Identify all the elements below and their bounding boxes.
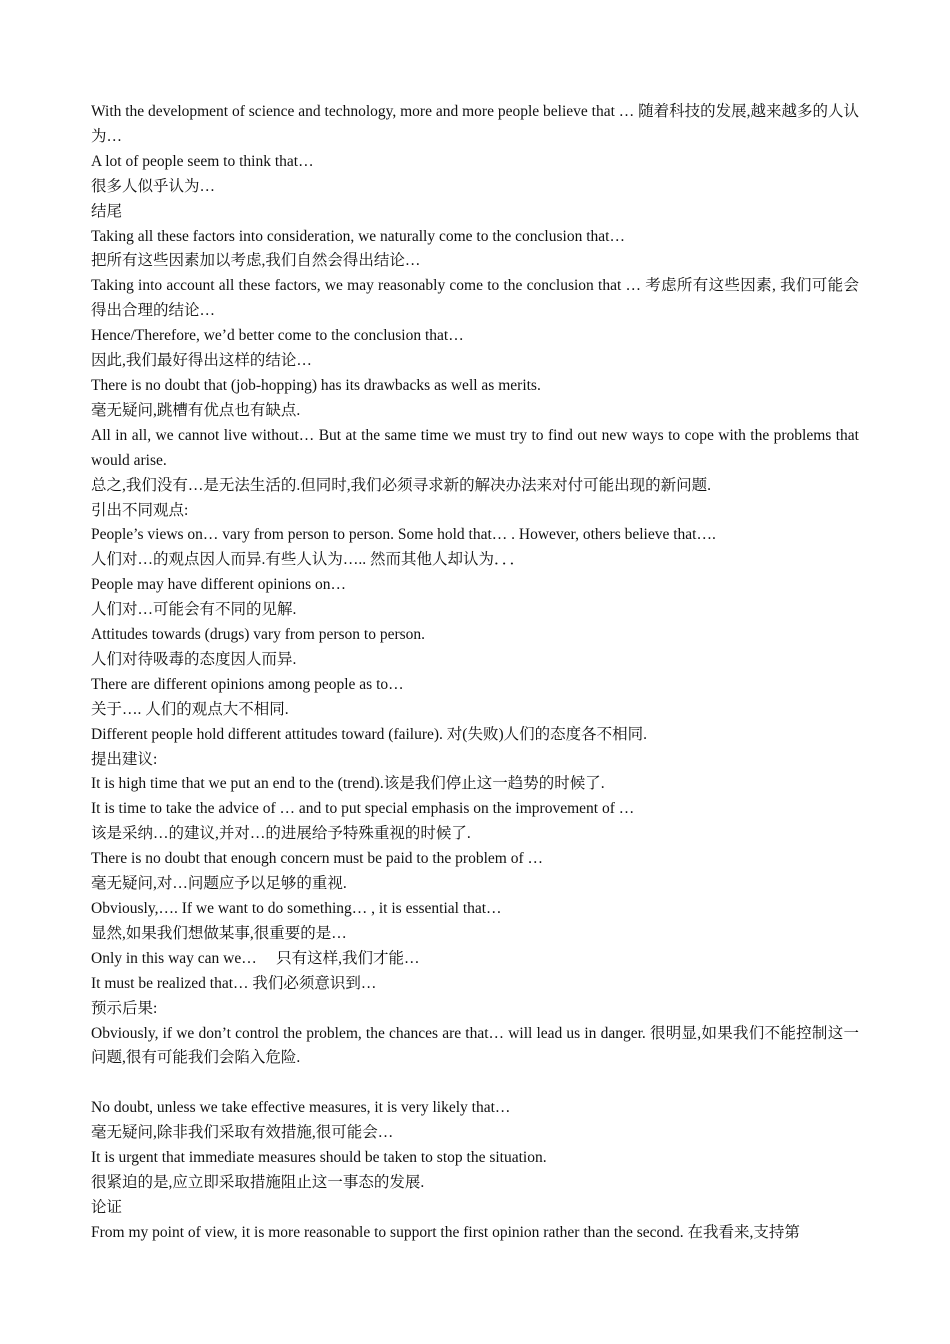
- text-line: 人们对…可能会有不同的见解.: [91, 601, 297, 619]
- text-line: It is urgent that immediate measures should be taken to stop the situation.: [91, 1149, 547, 1167]
- text-line: It is high time that we put an end to the (trend).该是我们停止这一趋势的时候了.: [91, 775, 605, 793]
- text-line: Taking into account all these factors, we may reasonably come to the conclusion that … 考虑所有这些因素, 我们可能会得出合理的结论…: [91, 277, 859, 320]
- text-line: Attitudes towards (drugs) vary from person to person.: [91, 626, 426, 644]
- section-heading: 提出建议:: [91, 750, 158, 768]
- text-line: People may have different opinions on…: [91, 576, 346, 594]
- text-line: 总之,我们没有…是无法生活的.但同时,我们必须寻求新的解决办法来对付可能出现的新问题.: [91, 476, 712, 494]
- text-line: Hence/Therefore, we’d better come to the conclusion that…: [91, 327, 464, 345]
- text-line: 毫无疑问,除非我们采取有效措施,很可能会…: [91, 1124, 394, 1142]
- text-line: It is time to take the advice of … and to put special emphasis on the improvement of …: [91, 800, 635, 818]
- text-line: 很多人似乎认为…: [91, 177, 216, 195]
- text-line: From my point of view, it is more reasonable to support the first opinion rather than the second. 在我看来,支持第: [91, 1223, 800, 1241]
- text-line: 很紧迫的是,应立即采取措施阻止这一事态的发展.: [91, 1173, 425, 1191]
- text-line: 人们对待吸毒的态度因人而异.: [91, 650, 297, 668]
- text-line: People’s views on… vary from person to person. Some hold that… . However, others believe that….: [91, 526, 716, 544]
- document-body: [91, 100, 859, 1246]
- text-line: Only in this way can we… 只有这样,我们才能…: [91, 949, 420, 967]
- text-line: 毫无疑问,跳槽有优点也有缺点.: [91, 401, 301, 419]
- text-line: 该是采纳…的建议,并对…的进展给予特殊重视的时候了.: [91, 825, 471, 843]
- section-heading: 预示后果:: [91, 999, 158, 1017]
- text-line: 人们对…的观点因人而异.有些人认为….. 然而其他人却认为．．．: [91, 551, 526, 569]
- text-line: There is no doubt that enough concern must be paid to the problem of …: [91, 850, 543, 868]
- text-line: With the development of science and technology, more and more people believe that … 随着科技的发展,越来越多的人认为…: [91, 103, 860, 145]
- text-line: 显然,如果我们想做某事,很重要的是…: [91, 924, 347, 942]
- section-heading: 引出不同观点:: [91, 501, 189, 519]
- section-heading: 结尾: [91, 202, 123, 220]
- text-line: Obviously, if we don’t control the problem, the chances are that… will lead us in danger. 很明显,如果我们不能控制这一问题,很有可能我们会陷入危险.: [91, 1024, 859, 1067]
- text-line: 关于…. 人们的观点大不相同.: [91, 700, 289, 718]
- text-line: Taking all these factors into consideration, we naturally come to the conclusion that…: [91, 227, 625, 245]
- text-line: 毫无疑问,对…问题应予以足够的重视.: [91, 875, 347, 893]
- text-line: Obviously,…. If we want to do something… , it is essential that…: [91, 900, 502, 917]
- blank-line: [91, 1071, 859, 1096]
- text-line: Different people hold different attitudes toward (failure). 对(失败)人们的态度各不相同.: [91, 725, 647, 743]
- text-line: 把所有这些因素加以考虑,我们自然会得出结论…: [91, 252, 421, 270]
- text-line: No doubt, unless we take effective measures, it is very likely that…: [91, 1099, 511, 1117]
- text-line: All in all, we cannot live without… But at the same time we must try to find out new ways to cope with the problems that would arise.: [91, 426, 859, 469]
- text-line: A lot of people seem to think that…: [91, 152, 314, 170]
- section-heading: 论证: [91, 1198, 123, 1216]
- text-line: There is no doubt that (job-hopping) has its drawbacks as well as merits.: [91, 376, 541, 394]
- text-line: There are different opinions among people as to…: [91, 675, 404, 693]
- text-line: It must be realized that… 我们必须意识到…: [91, 974, 377, 992]
- text-line: 因此,我们最好得出这样的结论…: [91, 352, 312, 370]
